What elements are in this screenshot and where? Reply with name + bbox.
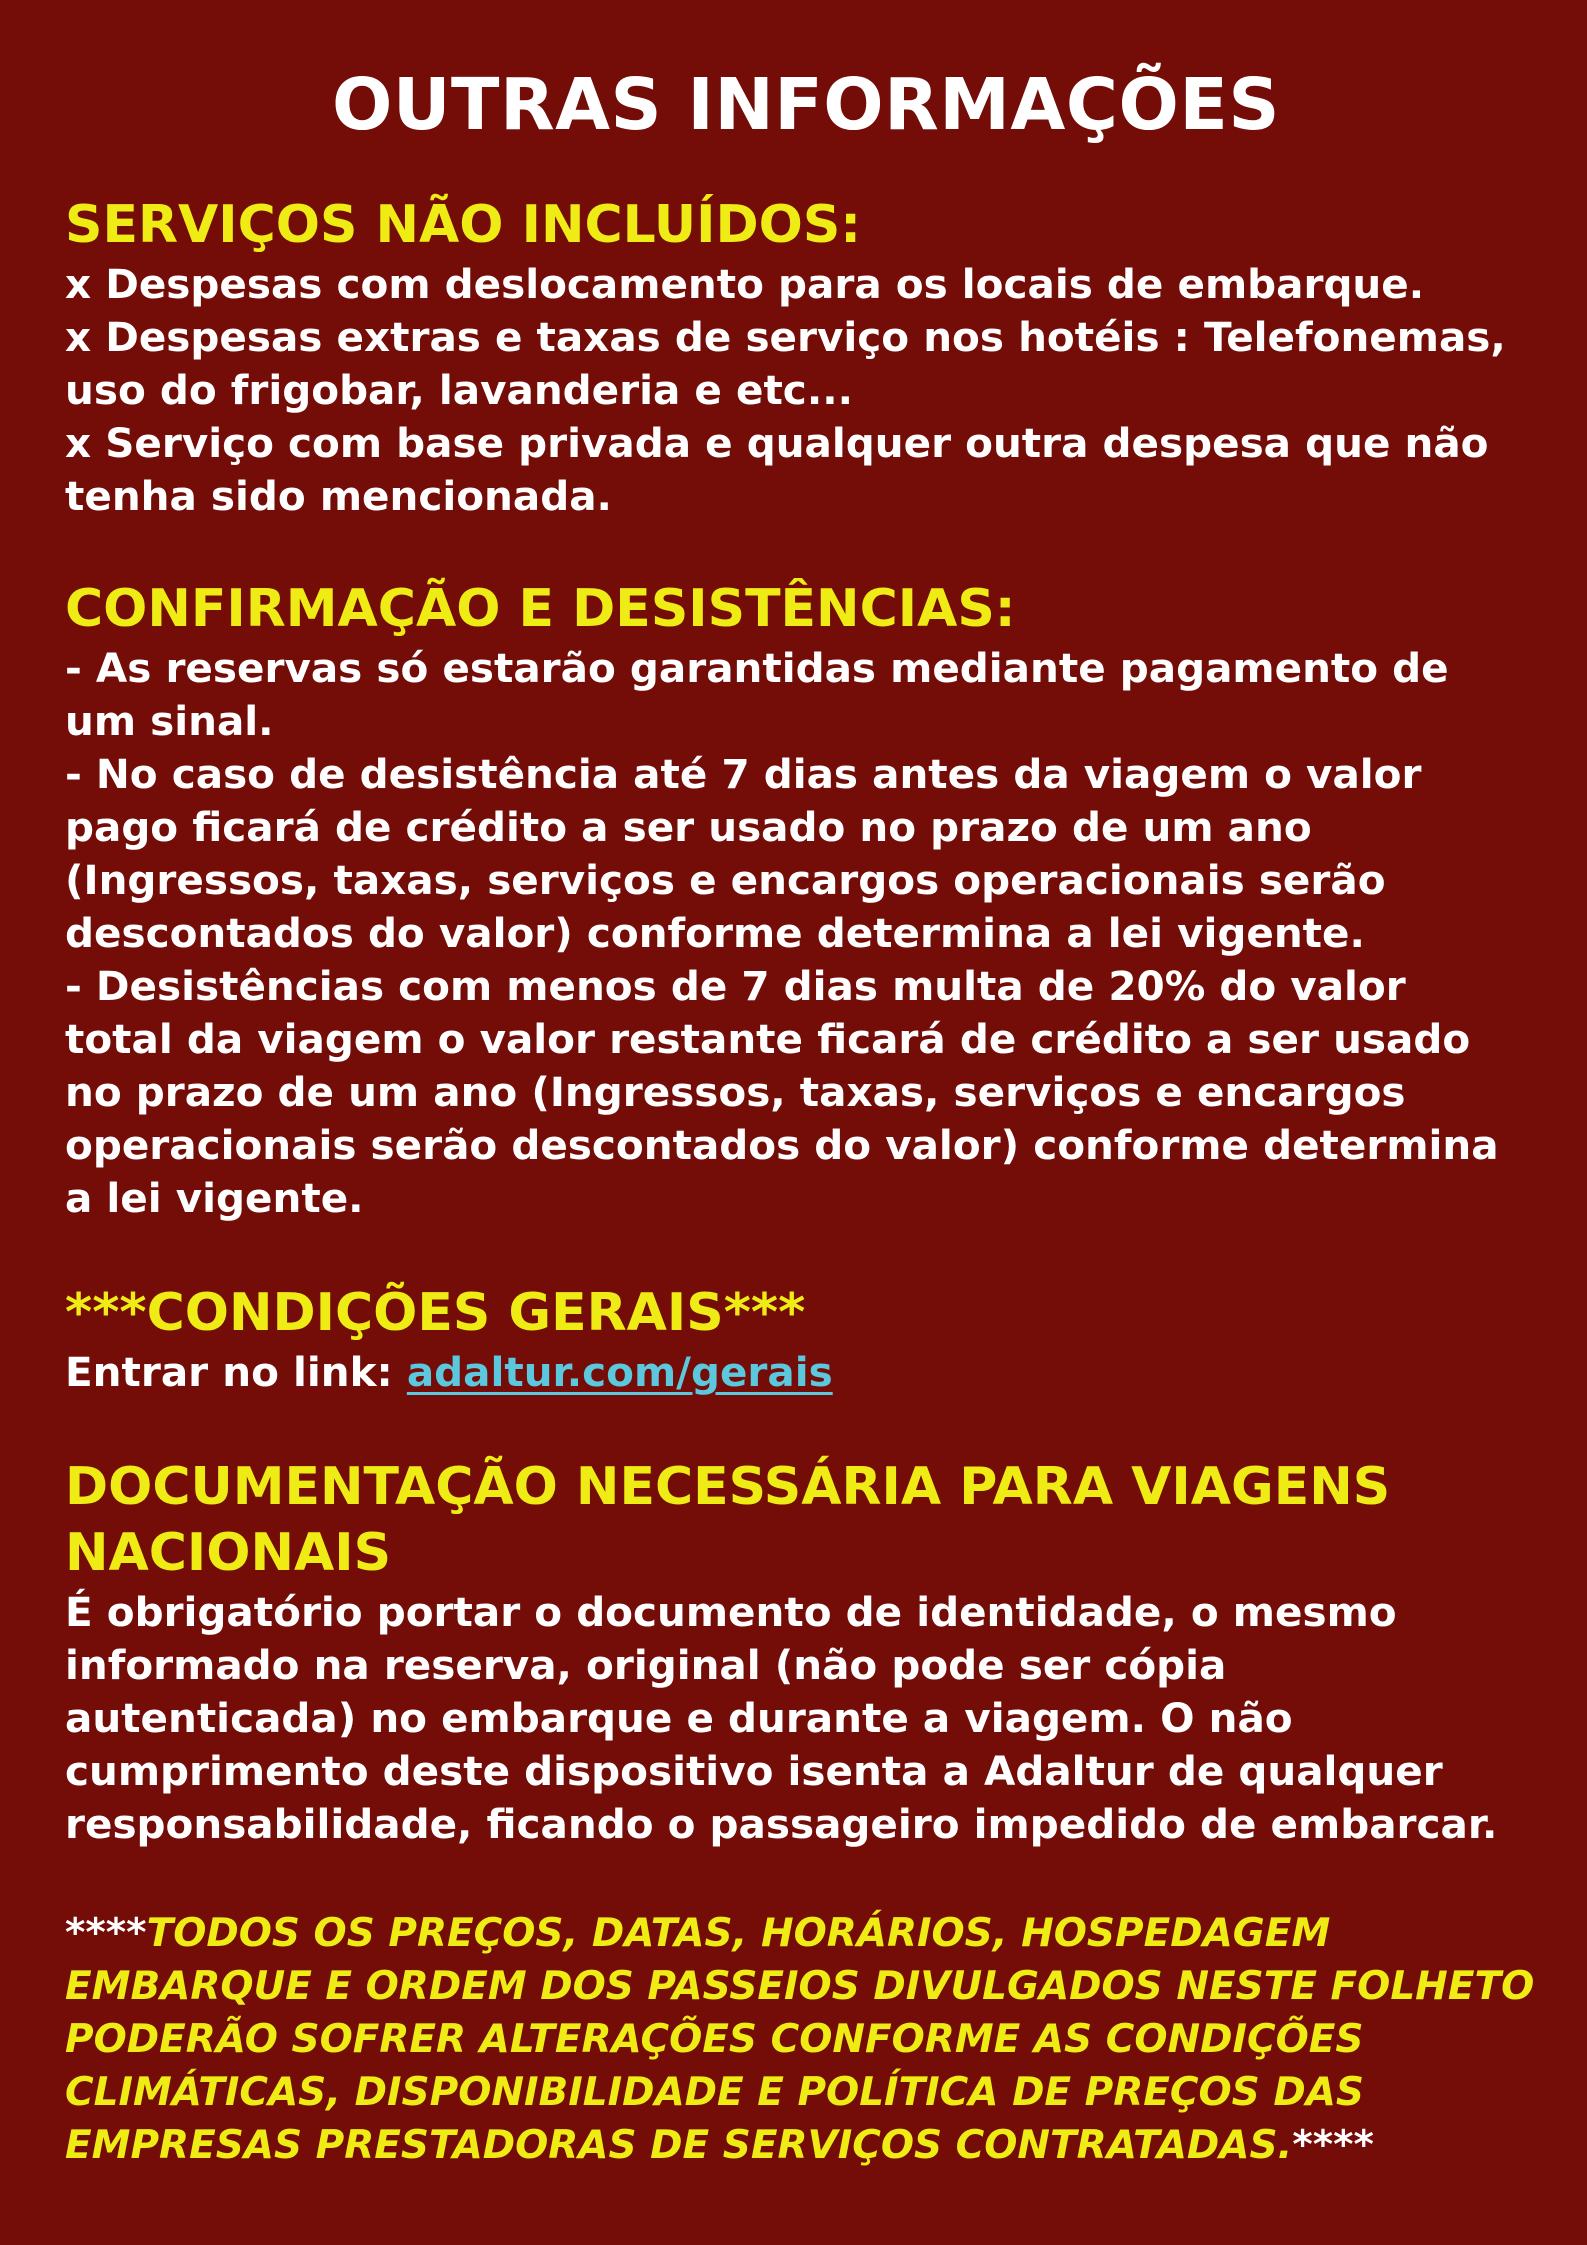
heading-line: NACIONAIS [65, 1523, 392, 1583]
link-prefix: Entrar no link: [65, 1348, 407, 1396]
text-line: no prazo de um ano (Ingressos, taxas, serviços e encargos [65, 1068, 1406, 1116]
text-line: É obrigatório portar o documento de identidade, o mesmo [65, 1588, 1397, 1636]
notice-line-text: EMPRESAS PRESTADORAS DE SERVIÇOS CONTRATADAS. [65, 2123, 1293, 2168]
text-line: um sinal. [65, 697, 274, 745]
section-heading: ***CONDIÇÕES GERAIS*** [65, 1283, 806, 1343]
text-line: cumprimento deste dispositivo isenta a Adaltur de qualquer [65, 1747, 1443, 1795]
page-title: OUTRAS INFORMAÇÕES [332, 63, 1280, 146]
section-aviso-alteracoes [65, 1907, 1547, 2172]
text-line: x Despesas extras e taxas de serviço nos hotéis : Telefonemas, [65, 313, 1506, 361]
section-body [65, 1346, 1547, 1399]
condicoes-gerais-link[interactable]: adaltur.com/gerais [406, 1348, 833, 1396]
section-condicoes-gerais [65, 1280, 1547, 1399]
text-line: a lei vigente. [65, 1174, 364, 1222]
text-line: x Despesas com deslocamento para os locais de embarque. [65, 260, 1425, 308]
notice-line [65, 2119, 1547, 2172]
section-documentacao [65, 1454, 1547, 1851]
section-confirmacao-desistencias [65, 576, 1547, 1225]
notice-line [65, 1907, 1547, 1960]
text-line: total da viagem o valor restante ficará de crédito a ser usado [65, 1015, 1471, 1063]
section-body [65, 258, 1547, 523]
text-line: - No caso de desistência até 7 dias antes da viagem o valor [65, 750, 1422, 798]
notice-line: PODERÃO SOFRER ALTERAÇÕES CONFORME AS CONDIÇÕES [65, 2017, 1364, 2062]
text-line: - As reservas só estarão garantidas mediante pagamento de [65, 644, 1449, 692]
text-line: operacionais serão descontados do valor) conforme determina [65, 1121, 1499, 1169]
section-body [65, 1586, 1547, 1851]
section-body [65, 642, 1547, 1225]
text-line: descontados do valor) conforme determina a lei vigente. [65, 909, 1365, 957]
text-line: autenticada) no embarque e durante a viagem. O não [65, 1694, 1293, 1742]
heading-line: DOCUMENTAÇÃO NECESSÁRIA PARA VIAGENS [65, 1457, 1391, 1517]
text-line: responsabilidade, ficando o passageiro impedido de embarcar. [65, 1800, 1498, 1848]
text-line: - Desistências com menos de 7 dias multa de 20% do valor [65, 962, 1406, 1010]
section-heading [65, 1454, 1547, 1586]
text-line: informado na reserva, original (não pode ser cópia [65, 1641, 1227, 1689]
notice-line-text: TODOS OS PREÇOS, DATAS, HORÁRIOS, HOSPEDAGEM [146, 1911, 1331, 1956]
notice-line: EMBARQUE E ORDEM DOS PASSEIOS DIVULGADOS NESTE FOLHETO [65, 1964, 1535, 2009]
notice-suffix: **** [1292, 2123, 1374, 2168]
text-line: (Ingressos, taxas, serviços e encargos operacionais serão [65, 856, 1386, 904]
text-line: pago ficará de crédito a ser usado no prazo de um ano [65, 803, 1312, 851]
notice-text [65, 1907, 1547, 2172]
section-heading: CONFIRMAÇÃO E DESISTÊNCIAS: [65, 579, 1016, 639]
notice-line: CLIMÁTICAS, DISPONIBILIDADE E POLÍTICA DE PREÇOS DAS [65, 2070, 1364, 2115]
text-line: uso do frigobar, lavanderia e etc... [65, 366, 853, 414]
text-line: x Serviço com base privada e qualquer outra despesa que não [65, 419, 1489, 467]
notice-prefix: **** [65, 1911, 147, 1956]
section-servicos-nao-incluidos [65, 192, 1547, 523]
text-line: tenha sido mencionada. [65, 472, 612, 520]
link-line [65, 1346, 1547, 1399]
section-heading: SERVIÇOS NÃO INCLUÍDOS: [65, 195, 862, 255]
